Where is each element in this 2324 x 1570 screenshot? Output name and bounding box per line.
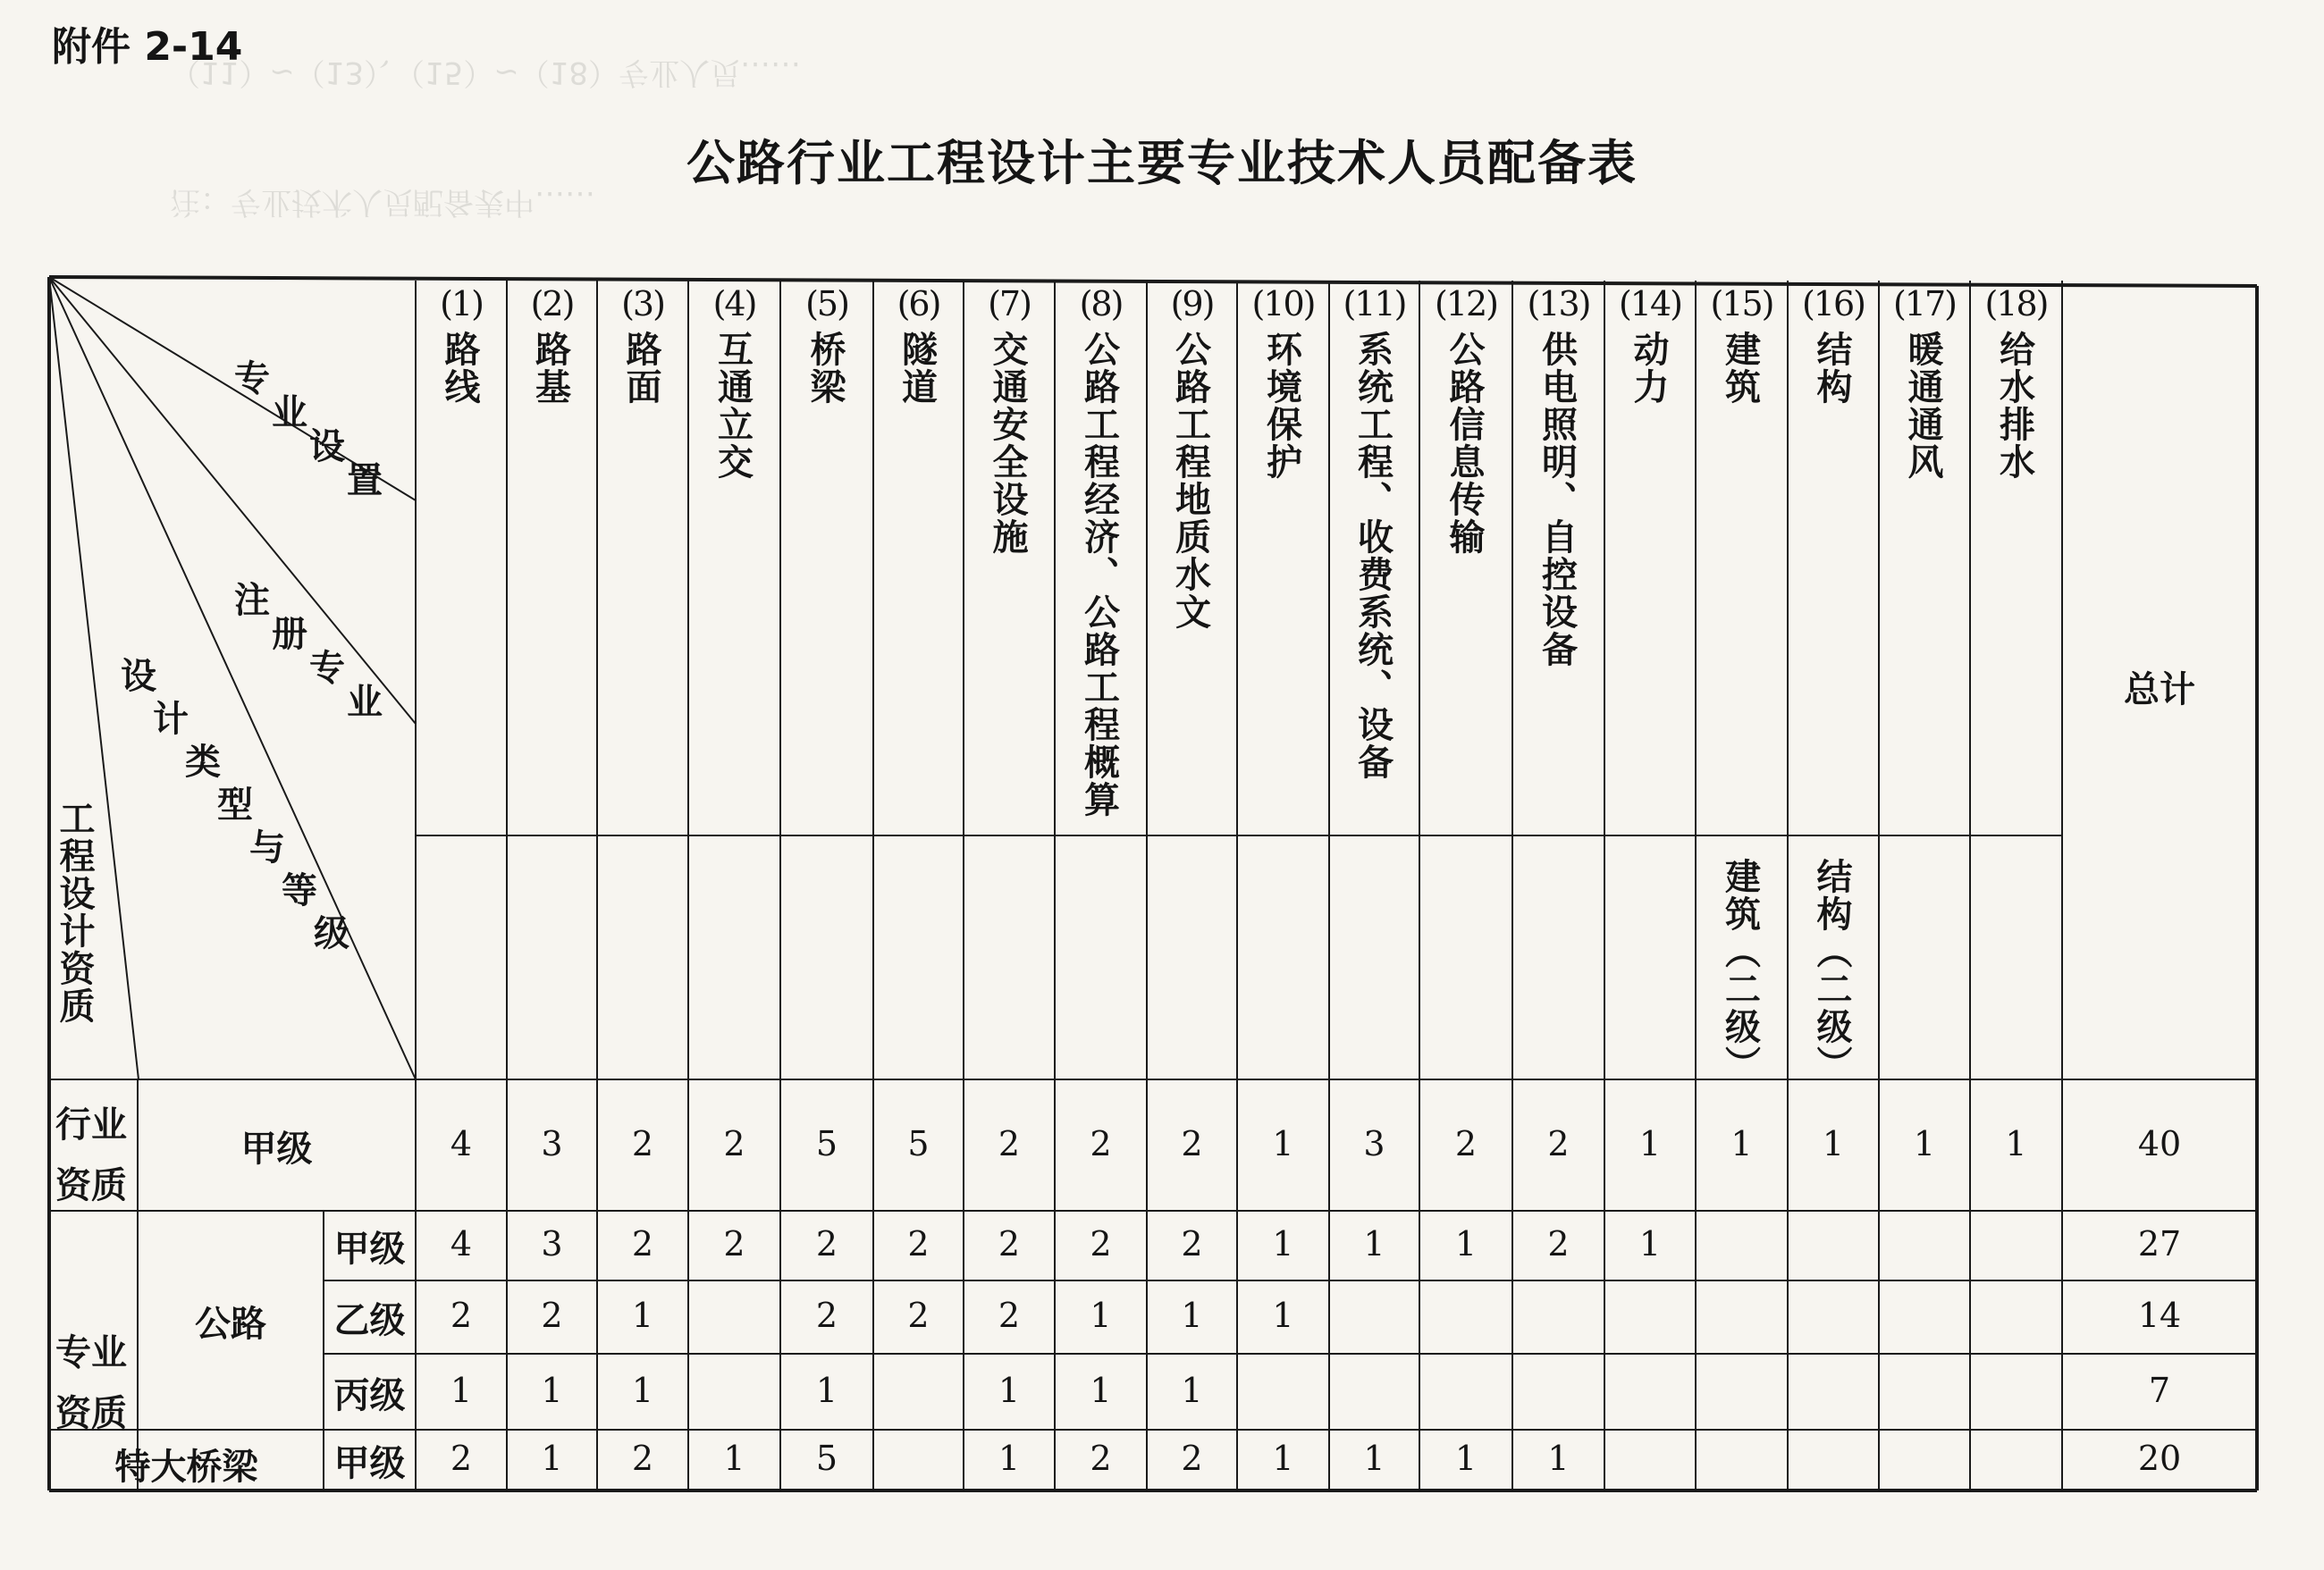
table-cell: 2 — [450, 1296, 473, 1335]
table-cell: 1 — [1730, 1123, 1753, 1163]
corner-label-char: 设 — [309, 426, 345, 467]
table-cell: 5 — [815, 1123, 838, 1163]
table-cell: 3 — [1363, 1123, 1385, 1163]
table-cell: 2 — [541, 1296, 563, 1335]
row-grade: 甲级 — [333, 1229, 406, 1270]
column-number: (2) — [530, 284, 574, 323]
table-cell-total: 40 — [2137, 1123, 2182, 1163]
table-cell: 2 — [1547, 1123, 1570, 1163]
table-cell: 2 — [1547, 1224, 1570, 1264]
row-category: 专业资质 — [55, 1332, 127, 1434]
table-cell: 1 — [1638, 1224, 1662, 1264]
column-name: 隧道 — [896, 331, 938, 406]
table-cell: 2 — [723, 1224, 745, 1264]
table-cell: 1 — [1913, 1123, 1936, 1163]
column-name: 公路工程经济、公路工程概算 — [1078, 331, 1120, 819]
table-cell-total: 14 — [2137, 1296, 2182, 1335]
table-cell: 2 — [998, 1123, 1021, 1163]
corner-label-char: 业 — [347, 682, 383, 723]
column-number: (8) — [1079, 284, 1123, 323]
column-number: (12) — [1434, 284, 1497, 323]
column-number: (10) — [1251, 284, 1315, 323]
table-cell: 1 — [1454, 1439, 1478, 1478]
column-number: (17) — [1892, 284, 1956, 323]
table-cell: 1 — [1272, 1123, 1294, 1163]
column-name: 给水排水 — [1993, 331, 2035, 481]
corner-label-char: 专 — [309, 648, 345, 689]
column-number: (18) — [1984, 284, 2048, 323]
table-cell: 4 — [450, 1123, 473, 1163]
table-cell: 2 — [815, 1224, 838, 1264]
column-sub-name: 建筑（二级） — [1719, 858, 1761, 1083]
table-cell: 1 — [1181, 1370, 1203, 1410]
column-name: 交通安全设施 — [987, 331, 1028, 556]
corner-label-char: 类 — [185, 742, 221, 783]
table-cell: 2 — [631, 1439, 654, 1478]
table-cell: 2 — [450, 1439, 473, 1478]
column-name: 系统工程、收费系统、设备 — [1351, 331, 1394, 781]
column-number: (3) — [621, 284, 664, 323]
corner-label-char: 册 — [272, 614, 307, 655]
table-cell: 1 — [541, 1370, 563, 1410]
bleed-through-text: 注：专业技术人员配备表中…… — [170, 184, 595, 220]
row-subcategory: 特大桥梁 — [114, 1447, 258, 1488]
table-cell: 2 — [998, 1224, 1021, 1264]
column-name: 建筑 — [1719, 331, 1761, 406]
table-cell: 1 — [631, 1370, 654, 1410]
bleed-through-text: （11）~（13）、（15）~（18）专业人员…… — [170, 55, 802, 90]
table-cell: 1 — [1638, 1123, 1662, 1163]
table-cell: 1 — [1272, 1439, 1294, 1478]
corner-label-char: 注 — [234, 580, 270, 621]
table-cell: 1 — [1272, 1224, 1294, 1264]
column-name: 桥梁 — [804, 331, 846, 406]
column-number: (7) — [988, 284, 1031, 323]
column-number: (9) — [1170, 284, 1214, 323]
table-cell: 2 — [907, 1224, 930, 1264]
table-cell: 1 — [1547, 1439, 1570, 1478]
table-cell: 4 — [450, 1224, 473, 1264]
column-sub-name: 结构（二级） — [1811, 858, 1852, 1083]
table-cell: 2 — [1090, 1439, 1112, 1478]
table-cell: 2 — [723, 1123, 745, 1163]
table-cell: 1 — [1090, 1296, 1112, 1335]
column-number: (6) — [897, 284, 940, 323]
page-title: 公路行业工程设计主要专业技术人员配备表 — [686, 135, 1638, 191]
table-cell: 1 — [631, 1296, 654, 1335]
column-name: 动力 — [1628, 331, 1669, 406]
table-cell: 2 — [1181, 1224, 1203, 1264]
table-cell: 1 — [998, 1370, 1021, 1410]
table-cell: 1 — [1363, 1224, 1385, 1264]
table-cell: 5 — [907, 1123, 930, 1163]
table-cell: 1 — [723, 1439, 745, 1478]
column-name: 环境保护 — [1260, 331, 1302, 481]
column-number: (5) — [805, 284, 848, 323]
column-number: (11) — [1343, 284, 1406, 323]
table-cell-total: 27 — [2137, 1224, 2182, 1264]
table-cell: 1 — [1181, 1296, 1203, 1335]
row-grade: 甲级 — [333, 1443, 406, 1484]
table-cell: 3 — [541, 1224, 563, 1264]
column-number: (4) — [712, 284, 756, 323]
table-cell: 2 — [631, 1224, 654, 1264]
table-cell: 2 — [907, 1296, 930, 1335]
row-subcategory: 公路 — [195, 1304, 266, 1345]
table-cell: 1 — [450, 1370, 473, 1410]
column-name: 结构 — [1811, 331, 1852, 406]
column-name: 暖通通风 — [1902, 331, 1943, 481]
column-number: (13) — [1527, 284, 1590, 323]
column-name: 公路信息传输 — [1444, 331, 1485, 556]
table-cell: 1 — [1454, 1224, 1478, 1264]
row-grade: 丙级 — [333, 1374, 406, 1416]
corner-label-char: 型 — [217, 785, 253, 826]
column-name: 互通立交 — [712, 331, 754, 481]
table-cell: 2 — [1090, 1224, 1112, 1264]
table-cell: 2 — [631, 1123, 654, 1163]
column-name: 路基 — [529, 331, 571, 406]
column-name: 供电照明、自控设备 — [1536, 331, 1578, 668]
table-cell: 1 — [815, 1370, 838, 1410]
attachment-label: 附件 2-14 — [52, 24, 243, 70]
table-cell: 1 — [1822, 1123, 1845, 1163]
table-cell: 2 — [1454, 1123, 1478, 1163]
table-cell-total: 7 — [2148, 1370, 2171, 1410]
row-grade: 甲级 — [240, 1128, 313, 1170]
column-name: 路面 — [620, 331, 661, 406]
column-number: (16) — [1801, 284, 1865, 323]
corner-label-char: 专 — [234, 358, 270, 399]
column-number: (14) — [1618, 284, 1681, 323]
table-cell: 1 — [1363, 1439, 1385, 1478]
table-cell: 1 — [1272, 1296, 1294, 1335]
table-cell: 2 — [1181, 1123, 1203, 1163]
corner-label-char: 置 — [347, 460, 383, 501]
corner-label-char: 业 — [272, 392, 307, 433]
table-cell: 2 — [998, 1296, 1021, 1335]
table-cell: 1 — [998, 1439, 1021, 1478]
table-cell: 2 — [1090, 1123, 1112, 1163]
corner-label-char: 与 — [249, 827, 285, 869]
table-cell: 2 — [1181, 1439, 1203, 1478]
table-cell: 1 — [541, 1439, 563, 1478]
corner-label-qualification: 工程设计资质 — [54, 800, 95, 1025]
table-cell: 1 — [2005, 1123, 2027, 1163]
table-cell: 5 — [815, 1439, 838, 1478]
corner-label-char: 计 — [153, 699, 189, 740]
column-name: 公路工程地质水文 — [1169, 331, 1211, 631]
corner-label-char: 设 — [121, 656, 156, 697]
row-grade: 乙级 — [333, 1300, 406, 1341]
row-category: 行业资质 — [55, 1104, 127, 1206]
table-cell: 3 — [541, 1123, 563, 1163]
table-cell-total: 20 — [2137, 1439, 2182, 1478]
total-header: 总计 — [2124, 669, 2195, 710]
corner-label-char: 级 — [314, 913, 349, 954]
corner-label-char: 等 — [282, 870, 317, 911]
table-cell: 2 — [815, 1296, 838, 1335]
table-cell: 1 — [1090, 1370, 1112, 1410]
column-name: 路线 — [439, 331, 480, 406]
column-number: (15) — [1710, 284, 1773, 323]
column-number: (1) — [440, 284, 483, 323]
